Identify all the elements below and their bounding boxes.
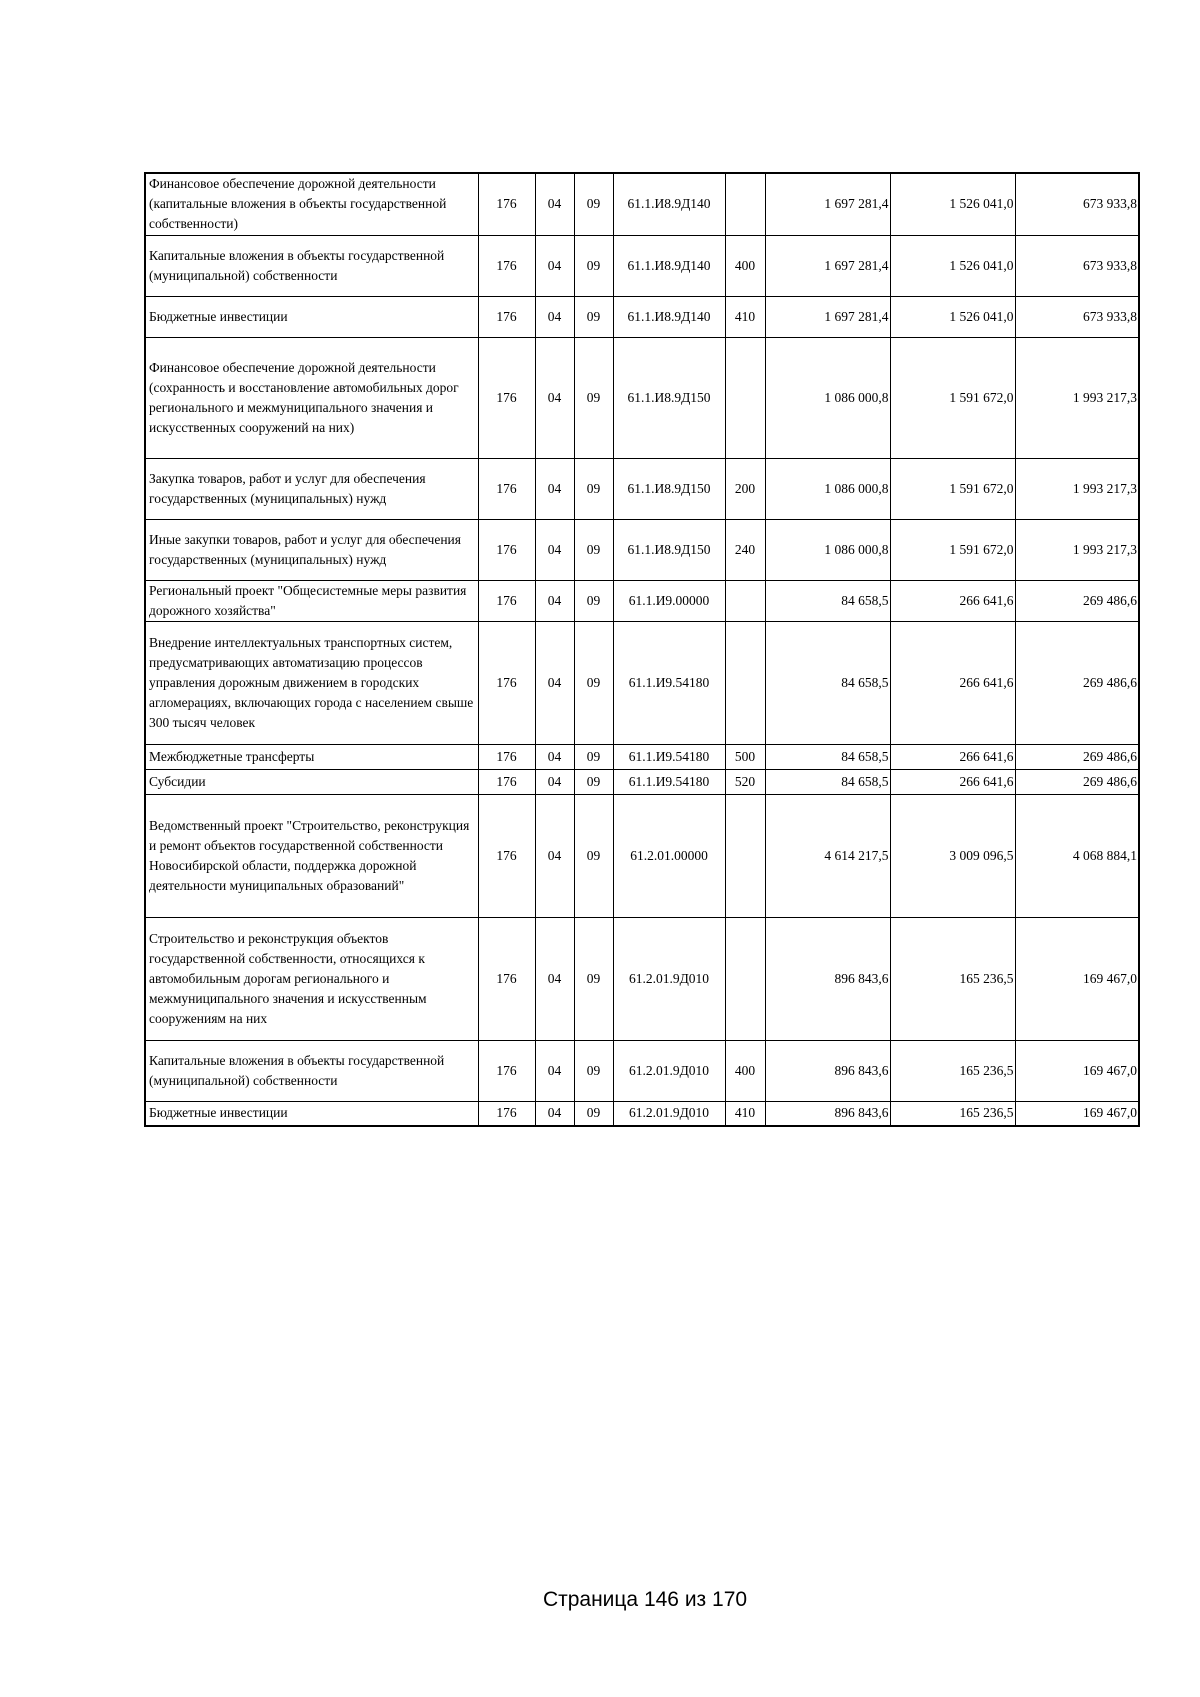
- amount-year-2-cell: 1 591 672,0: [890, 519, 1015, 580]
- subsection-code-cell: 09: [574, 1040, 613, 1101]
- amount-year-3-cell: 169 467,0: [1015, 1040, 1139, 1101]
- target-article-cell: 61.1.И8.9Д150: [613, 458, 725, 519]
- amount-year-2-cell: 165 236,5: [890, 917, 1015, 1040]
- row-name-cell: Субсидии: [145, 769, 478, 794]
- row-name-cell: Ведомственный проект "Строительство, реконструкция и ремонт объектов государственной собственности Новосибирской области, поддержка дорожной деятельности муниципальных образований": [145, 794, 478, 917]
- expense-type-cell: 200: [725, 458, 765, 519]
- section-code-cell: 04: [535, 744, 574, 769]
- expense-type-cell: [725, 794, 765, 917]
- budget-table: [144, 172, 1140, 1127]
- row-name-cell: Бюджетные инвестиции: [145, 296, 478, 337]
- expense-type-cell: 400: [725, 1040, 765, 1101]
- amount-year-1-cell: 896 843,6: [765, 917, 890, 1040]
- section-code-cell: 04: [535, 917, 574, 1040]
- row-name-cell: Капитальные вложения в объекты государственной (муниципальной) собственности: [145, 1040, 478, 1101]
- expense-type-cell: [725, 173, 765, 235]
- table-row: [145, 917, 1139, 1040]
- section-code-cell: 04: [535, 235, 574, 296]
- amount-year-2-cell: 3 009 096,5: [890, 794, 1015, 917]
- section-code-cell: 04: [535, 580, 574, 621]
- section-code-cell: 04: [535, 1101, 574, 1126]
- target-article-cell: 61.1.И9.54180: [613, 744, 725, 769]
- amount-year-1-cell: 84 658,5: [765, 621, 890, 744]
- expense-type-cell: [725, 917, 765, 1040]
- table-row: [145, 235, 1139, 296]
- target-article-cell: 61.2.01.9Д010: [613, 1101, 725, 1126]
- amount-year-1-cell: 84 658,5: [765, 769, 890, 794]
- row-name-cell: Межбюджетные трансферты: [145, 744, 478, 769]
- row-name-cell: Строительство и реконструкция объектов государственной собственности, относящихся к автомобильным дорогам регионального и межмуниципального значения и искусственным сооружениям на них: [145, 917, 478, 1040]
- table-row: [145, 769, 1139, 794]
- target-article-cell: 61.1.И9.54180: [613, 769, 725, 794]
- subsection-code-cell: 09: [574, 621, 613, 744]
- ministry-code-cell: 176: [478, 173, 535, 235]
- amount-year-2-cell: 165 236,5: [890, 1040, 1015, 1101]
- ministry-code-cell: 176: [478, 744, 535, 769]
- subsection-code-cell: 09: [574, 1101, 613, 1126]
- section-code-cell: 04: [535, 621, 574, 744]
- amount-year-2-cell: 266 641,6: [890, 580, 1015, 621]
- amount-year-3-cell: 269 486,6: [1015, 744, 1139, 769]
- table-row: [145, 621, 1139, 744]
- expense-type-cell: 410: [725, 1101, 765, 1126]
- row-name-cell: Капитальные вложения в объекты государственной (муниципальной) собственности: [145, 235, 478, 296]
- section-code-cell: 04: [535, 519, 574, 580]
- ministry-code-cell: 176: [478, 458, 535, 519]
- expense-type-cell: [725, 580, 765, 621]
- table-row: [145, 580, 1139, 621]
- subsection-code-cell: 09: [574, 580, 613, 621]
- amount-year-2-cell: 1 591 672,0: [890, 458, 1015, 519]
- subsection-code-cell: 09: [574, 337, 613, 458]
- section-code-cell: 04: [535, 337, 574, 458]
- amount-year-1-cell: 1 697 281,4: [765, 235, 890, 296]
- amount-year-1-cell: 896 843,6: [765, 1040, 890, 1101]
- ministry-code-cell: 176: [478, 337, 535, 458]
- ministry-code-cell: 176: [478, 794, 535, 917]
- row-name-cell: Закупка товаров, работ и услуг для обеспечения государственных (муниципальных) нужд: [145, 458, 478, 519]
- amount-year-2-cell: 1 526 041,0: [890, 235, 1015, 296]
- table-row: [145, 337, 1139, 458]
- expense-type-cell: 520: [725, 769, 765, 794]
- section-code-cell: 04: [535, 794, 574, 917]
- amount-year-3-cell: 1 993 217,3: [1015, 519, 1139, 580]
- ministry-code-cell: 176: [478, 580, 535, 621]
- table-row: [145, 458, 1139, 519]
- target-article-cell: 61.1.И8.9Д140: [613, 235, 725, 296]
- ministry-code-cell: 176: [478, 235, 535, 296]
- amount-year-2-cell: 1 526 041,0: [890, 173, 1015, 235]
- amount-year-1-cell: 896 843,6: [765, 1101, 890, 1126]
- amount-year-1-cell: 84 658,5: [765, 744, 890, 769]
- subsection-code-cell: 09: [574, 458, 613, 519]
- page-number: Страница 146 из 170: [542, 1588, 748, 1611]
- amount-year-2-cell: 1 591 672,0: [890, 337, 1015, 458]
- subsection-code-cell: 09: [574, 519, 613, 580]
- target-article-cell: 61.1.И8.9Д150: [613, 519, 725, 580]
- expense-type-cell: 410: [725, 296, 765, 337]
- target-article-cell: 61.1.И9.00000: [613, 580, 725, 621]
- amount-year-3-cell: 169 467,0: [1015, 917, 1139, 1040]
- expense-type-cell: 400: [725, 235, 765, 296]
- target-article-cell: 61.1.И8.9Д140: [613, 296, 725, 337]
- row-name-cell: Внедрение интеллектуальных транспортных систем, предусматривающих автоматизацию процессов управления дорожным движением в городских агломерациях, включающих города с населением свыше 300 тысяч человек: [145, 621, 478, 744]
- amount-year-3-cell: 4 068 884,1: [1015, 794, 1139, 917]
- amount-year-2-cell: 266 641,6: [890, 744, 1015, 769]
- table-row: [145, 1101, 1139, 1126]
- amount-year-1-cell: 1 697 281,4: [765, 296, 890, 337]
- amount-year-3-cell: 169 467,0: [1015, 1101, 1139, 1126]
- section-code-cell: 04: [535, 296, 574, 337]
- subsection-code-cell: 09: [574, 235, 613, 296]
- section-code-cell: 04: [535, 173, 574, 235]
- amount-year-2-cell: 266 641,6: [890, 621, 1015, 744]
- ministry-code-cell: 176: [478, 917, 535, 1040]
- amount-year-3-cell: 673 933,8: [1015, 173, 1139, 235]
- section-code-cell: 04: [535, 1040, 574, 1101]
- ministry-code-cell: 176: [478, 769, 535, 794]
- expense-type-cell: 240: [725, 519, 765, 580]
- amount-year-3-cell: 269 486,6: [1015, 769, 1139, 794]
- row-name-cell: Финансовое обеспечение дорожной деятельности (капитальные вложения в объекты государственной собственности): [145, 173, 478, 235]
- target-article-cell: 61.2.01.9Д010: [613, 1040, 725, 1101]
- expense-type-cell: 500: [725, 744, 765, 769]
- subsection-code-cell: 09: [574, 917, 613, 1040]
- row-name-cell: Иные закупки товаров, работ и услуг для обеспечения государственных (муниципальных) нужд: [145, 519, 478, 580]
- amount-year-2-cell: 165 236,5: [890, 1101, 1015, 1126]
- target-article-cell: 61.1.И8.9Д150: [613, 337, 725, 458]
- amount-year-1-cell: 4 614 217,5: [765, 794, 890, 917]
- row-name-cell: Бюджетные инвестиции: [145, 1101, 478, 1126]
- subsection-code-cell: 09: [574, 744, 613, 769]
- ministry-code-cell: 176: [478, 621, 535, 744]
- table-row: [145, 173, 1139, 235]
- section-code-cell: 04: [535, 458, 574, 519]
- amount-year-2-cell: 266 641,6: [890, 769, 1015, 794]
- subsection-code-cell: 09: [574, 794, 613, 917]
- amount-year-3-cell: 1 993 217,3: [1015, 458, 1139, 519]
- target-article-cell: 61.1.И8.9Д140: [613, 173, 725, 235]
- row-name-cell: Региональный проект "Общесистемные меры развития дорожного хозяйства": [145, 580, 478, 621]
- target-article-cell: 61.1.И9.54180: [613, 621, 725, 744]
- amount-year-3-cell: 269 486,6: [1015, 580, 1139, 621]
- ministry-code-cell: 176: [478, 1101, 535, 1126]
- expense-type-cell: [725, 621, 765, 744]
- subsection-code-cell: 09: [574, 769, 613, 794]
- subsection-code-cell: 09: [574, 296, 613, 337]
- table-row: [145, 794, 1139, 917]
- row-name-cell: Финансовое обеспечение дорожной деятельности (сохранность и восстановление автомобильных дорог регионального и межмуниципального значения и искусственных сооружений на них): [145, 337, 478, 458]
- amount-year-1-cell: 84 658,5: [765, 580, 890, 621]
- section-code-cell: 04: [535, 769, 574, 794]
- table-row: [145, 1040, 1139, 1101]
- amount-year-1-cell: 1 086 000,8: [765, 337, 890, 458]
- amount-year-1-cell: 1 086 000,8: [765, 458, 890, 519]
- table-row: [145, 744, 1139, 769]
- ministry-code-cell: 176: [478, 296, 535, 337]
- subsection-code-cell: 09: [574, 173, 613, 235]
- amount-year-1-cell: 1 697 281,4: [765, 173, 890, 235]
- amount-year-2-cell: 1 526 041,0: [890, 296, 1015, 337]
- amount-year-3-cell: 269 486,6: [1015, 621, 1139, 744]
- ministry-code-cell: 176: [478, 519, 535, 580]
- amount-year-3-cell: 673 933,8: [1015, 235, 1139, 296]
- amount-year-1-cell: 1 086 000,8: [765, 519, 890, 580]
- amount-year-3-cell: 673 933,8: [1015, 296, 1139, 337]
- ministry-code-cell: 176: [478, 1040, 535, 1101]
- table-row: [145, 519, 1139, 580]
- table-row: [145, 296, 1139, 337]
- amount-year-3-cell: 1 993 217,3: [1015, 337, 1139, 458]
- target-article-cell: 61.2.01.00000: [613, 794, 725, 917]
- target-article-cell: 61.2.01.9Д010: [613, 917, 725, 1040]
- expense-type-cell: [725, 337, 765, 458]
